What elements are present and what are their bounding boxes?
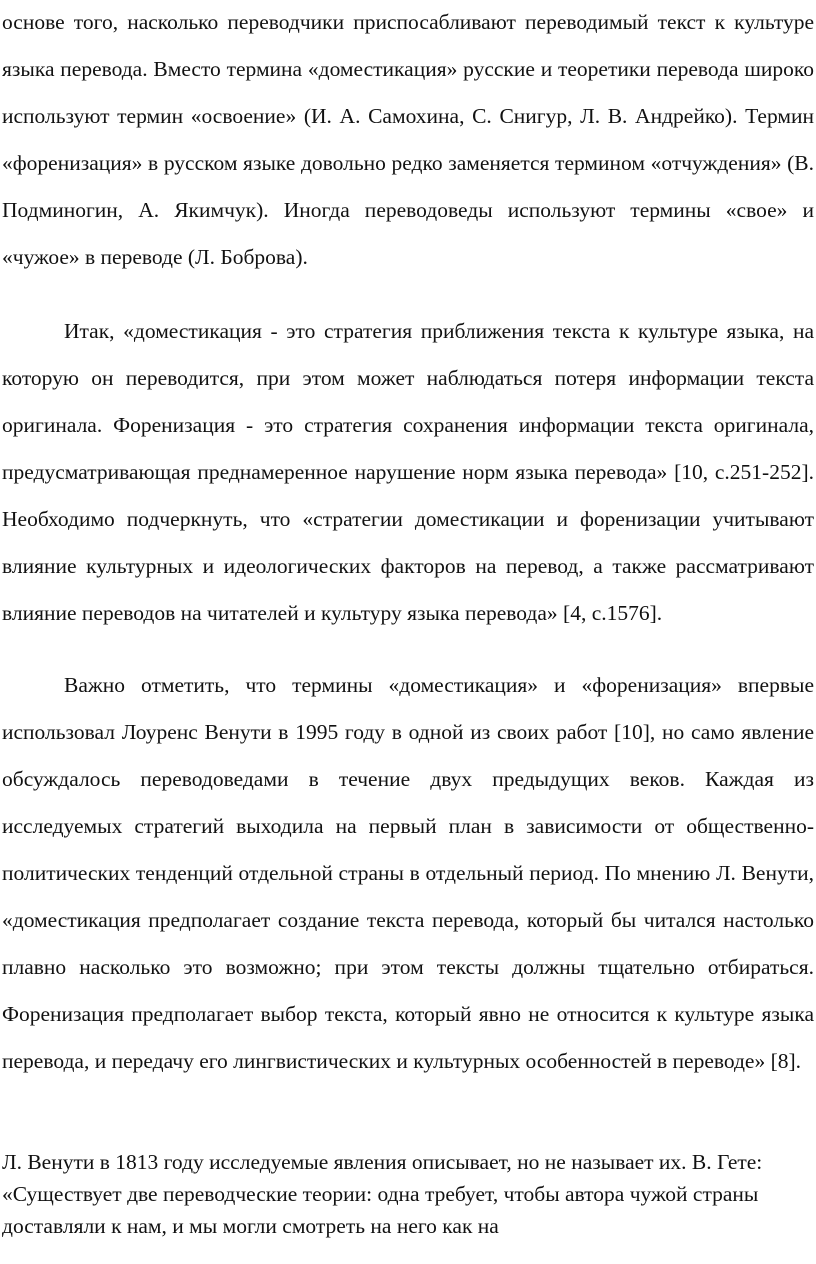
paragraph-4: Л. Венути в 1813 году исследуемые явления описывает, но не называет их. В. Гете: «Существует две переводческие теории: одна требует, чтобы автора чужой страны доставляли к нам, и мы могли смотреть на него как на — [2, 1150, 763, 1238]
paragraph-1: основе того, насколько переводчики приспосабливают переводимый текст к культуре языка перевода. Вместо термина «доместикация» русские и теоретики перевода широко используют термин «освоение» (И. А. Самохина, С. Снигур, Л. В. Андрейко). Термин «форенизация» в русском языке довольно редко заменяется термином «отчуждения» (В. Подминогин, А. Якимчук). Иногда переводоведы используют термины «свое» и «чужое» в переводе (Л. Боброва). — [2, 10, 814, 269]
paragraph-2: Итак, «доместикация - это стратегия приближения текста к культуре языка, на которую он переводится, при этом может наблюдаться потеря информации текста оригинала. Форенизация - это стратегия сохранения информации текста оригинала, предусматривающая преднамеренное нарушение норм языка перевода» [10, с.251-252]. Необходимо подчеркнуть, что «стратегии доместикации и форенизации учитывают влияние культурных и идеологических факторов на перевод, а также рассматривают влияние переводов на читателей и культуру языка перевода» [4, с.1576]. — [2, 319, 814, 625]
paragraph-3: Важно отметить, что термины «доместикация» и «форенизация» впервые использовал Лоуренс Венути в 1995 году в одной из своих работ [10], но само явление обсуждалось переводоведами в течение двух предыдущих веков. Каждая из исследуемых стратегий выходила на первый план в зависимости от общественно-политических тенденций отдельной страны в отдельный период. По мнению Л. Венути, «доместикация предполагает создание текста перевода, который бы читался настолько плавно насколько это возможно; при этом тексты должны тщательно отбираться. Форенизация предполагает выбор текста, который явно не относится к культуре языка перевода, и передачу его лингвистических и культурных особенностей в переводе» [8]. — [2, 673, 814, 1073]
